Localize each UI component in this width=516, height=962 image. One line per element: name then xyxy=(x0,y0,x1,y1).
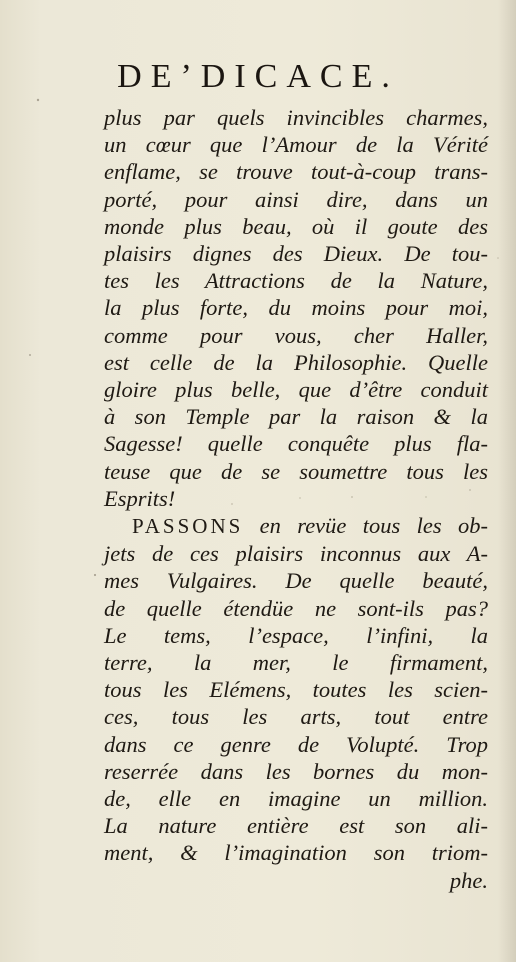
text-line: tous les Elémens, toutes les scien- xyxy=(104,677,488,703)
text-line: dans ce genre de Volupté. Trop xyxy=(104,731,488,757)
text-line: plaisirs dignes des Dieux. De tou- xyxy=(104,241,488,267)
text-line: de, elle en imagine un million. xyxy=(104,786,488,812)
paragraph-opening-line xyxy=(104,512,488,540)
text-line: comme pour vous, cher Haller, xyxy=(104,322,488,348)
text-line: Le tems, l’espace, l’infini, la xyxy=(104,622,488,648)
text-line: jets de ces plaisirs inconnus aux A- xyxy=(104,541,488,567)
text-line: de quelle étendüe ne sont-ils pas? xyxy=(104,595,488,621)
text-line: mes Vulgaires. De quelle beauté, xyxy=(104,568,488,594)
text-line: à son Temple par la raison & la xyxy=(104,404,488,430)
text-line: la plus forte, du moins pour moi, xyxy=(104,295,488,321)
text-line: plus par quels invincibles charmes, xyxy=(104,105,488,130)
speck xyxy=(37,99,39,101)
text-line: enflame, se trouve tout-à-coup trans- xyxy=(104,159,488,185)
speck xyxy=(497,257,499,259)
text-line: gloire plus belle, que d’être conduit xyxy=(104,377,488,403)
text-line: reserrée dans les bornes du mon- xyxy=(104,758,488,784)
text-line: porté, pour ainsi dire, dans un xyxy=(104,186,488,212)
speck xyxy=(94,574,96,576)
text-line: teuse que de se soumettre tous les xyxy=(104,458,488,484)
text-line: est celle de la Philosophie. Quelle xyxy=(104,349,488,375)
text-line: tes les Attractions de la Nature, xyxy=(104,268,488,294)
text-line: monde plus beau, où il goute des xyxy=(104,213,488,239)
body-text xyxy=(104,104,488,894)
text-line: Sagesse! quelle conquête plus fla- xyxy=(104,431,488,457)
running-head: DE’DICACE. xyxy=(117,58,399,95)
paragraph-opening-rest: en revüe tous les ob- xyxy=(259,513,488,539)
text-line: ces, tous les arts, tout entre xyxy=(104,704,488,730)
text-line: ment, & l’imagination son triom- xyxy=(104,840,488,866)
catchword-line: phe. xyxy=(449,867,488,893)
text-line: La nature entière est son ali- xyxy=(104,813,488,839)
text-line: terre, la mer, le firmament, xyxy=(104,650,488,676)
speck xyxy=(29,354,31,356)
paragraph-opening-smallcaps: PASSONS xyxy=(132,514,244,539)
text-line: un cœur que l’Amour de la Vérité xyxy=(104,132,488,158)
text-line: Esprits! xyxy=(104,485,176,511)
